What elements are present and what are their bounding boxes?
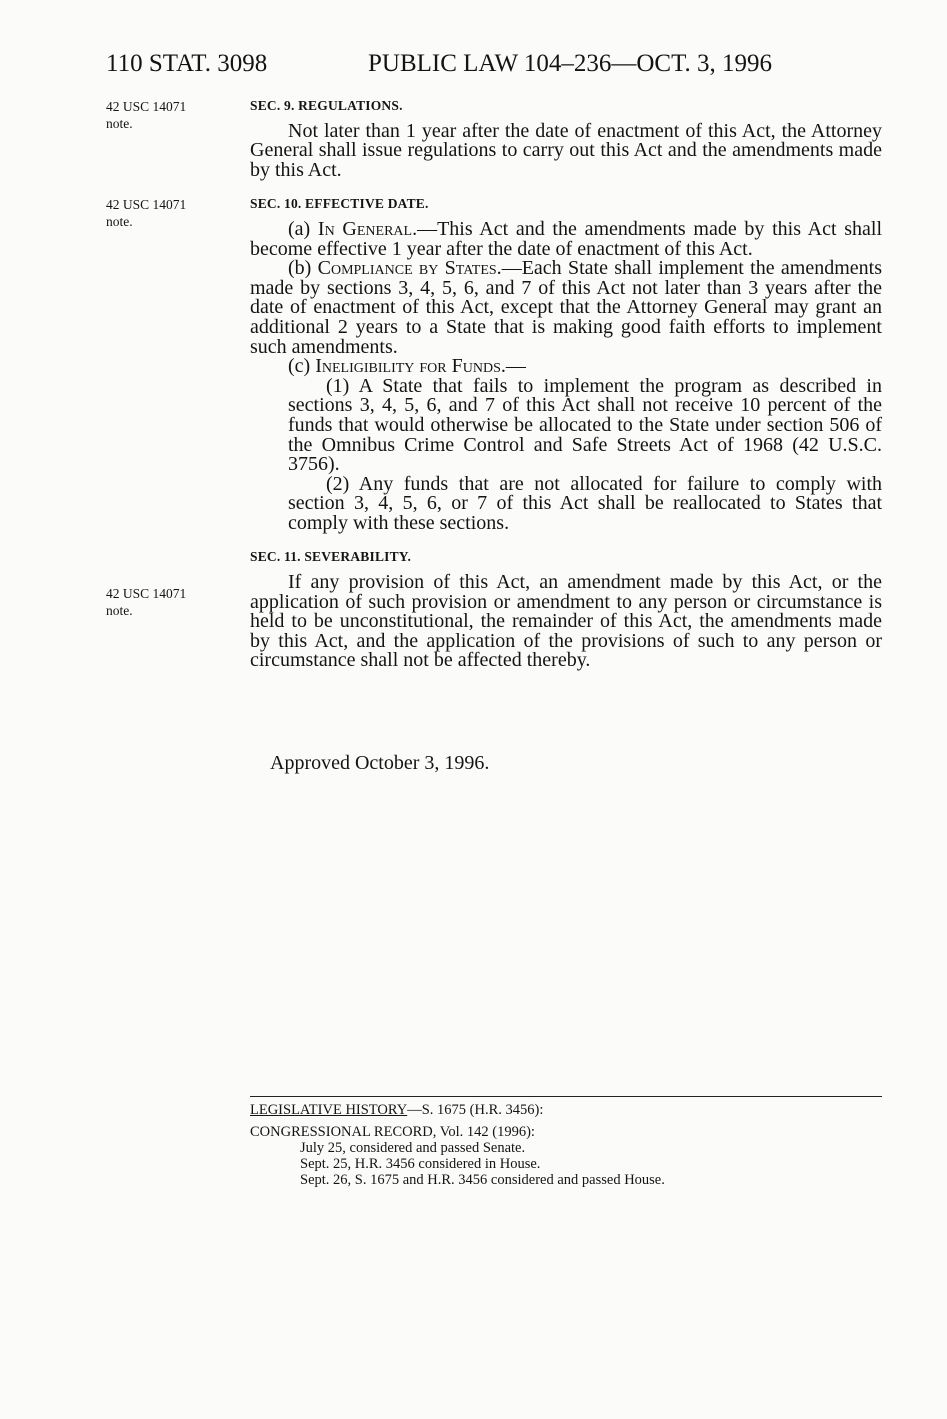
footnote-divider [250, 1096, 882, 1097]
history-entry: Sept. 25, H.R. 3456 considered in House. [300, 1156, 541, 1172]
subsection-label: (c) [288, 355, 316, 378]
section-11-heading: SEC. 11. SEVERABILITY. [250, 549, 412, 565]
approval-date: Approved October 3, 1996. [270, 752, 490, 774]
section-9-text: Not later than 1 year after the date of enactment of this Act, the Attorney General shall issue regulations to carry out this Act and the amendments made by this Act. [250, 119, 882, 181]
history-entry: July 25, considered and passed Senate. [300, 1140, 526, 1156]
subsection-text: — [505, 355, 526, 378]
margin-note [106, 585, 186, 619]
margin-note-citation: 42 USC 14071 [106, 586, 187, 601]
law-title: PUBLIC LAW 104–236—OCT. 3, 1996 [368, 50, 773, 77]
subsection-caption: Compliance by States. [317, 257, 502, 280]
page-reference: 110 STAT. 3098 [106, 50, 268, 77]
margin-note-citation: 42 USC 14071 [106, 197, 187, 212]
congressional-record: CONGRESSIONAL RECORD, Vol. 142 (1996): [250, 1124, 535, 1140]
section-10-c [250, 357, 882, 377]
section-10-a [250, 217, 882, 260]
margin-note-label: note. [106, 603, 133, 618]
bill-numbers: —S. 1675 (H.R. 3456): [407, 1102, 544, 1118]
subsection-caption: Ineligibility for Funds. [315, 355, 506, 378]
subsection-text: —Each State shall implement the amendments made by sections 3, 4, 5, 6, and 7 of this Act not later than 3 years after the date of enactment of this Act, except that the Attorney General may grant an additional 2 years to a State that is making good faith efforts to implement such amendments. [250, 257, 882, 358]
law-body [250, 96, 882, 671]
running-header [106, 50, 773, 78]
margin-note [106, 196, 186, 230]
section-10-heading: SEC. 10. EFFECTIVE DATE. [250, 196, 429, 212]
subsection-label: (a) [288, 217, 318, 240]
section-11-text: If any provision of this Act, an amendment made by this Act, or the application of such provision or amendment to any person or circumstance is held to be unconstitutional, the remainder of this Act, the amendments made by this Act, and the application of the provisions of such to any person or circumstance shall not be affected thereby. [250, 571, 882, 672]
paragraph-c-1: (1) A State that fails to implement the program as described in sections 3, 4, 5, 6, and 7 of this Act shall not receive 10 percent of the funds that would otherwise be allocated to the State under section 506 of the Omnibus Crime Control and Safe Streets Act of 1968 (42 U.S.C. 3756). [288, 374, 882, 476]
margin-note [106, 98, 186, 132]
subsection-caption: In General. [317, 217, 418, 240]
margin-note-citation: 42 USC 14071 [106, 99, 187, 114]
legislative-history [250, 1102, 665, 1188]
section-10-b [250, 259, 882, 357]
section-9-heading: SEC. 9. REGULATIONS. [250, 98, 403, 113]
margin-note-label: note. [106, 116, 133, 131]
margin-note-label: note. [106, 214, 133, 229]
subsection-label: (b) [288, 257, 318, 280]
paragraph-c-2: (2) Any funds that are not allocated for failure to comply with section 3, 4, 5, 6, or 7 of this Act shall be reallocated to States that comply with these sections. [288, 472, 882, 534]
history-entry: Sept. 26, S. 1675 and H.R. 3456 considered and passed House. [300, 1172, 665, 1188]
subsection-text: —This Act and the amendments made by this Act shall become effective 1 year after the date of enactment of this Act. [250, 217, 882, 260]
legislative-history-heading [250, 1102, 665, 1118]
legislative-history-label: LEGISLATIVE HISTORY [250, 1102, 408, 1118]
